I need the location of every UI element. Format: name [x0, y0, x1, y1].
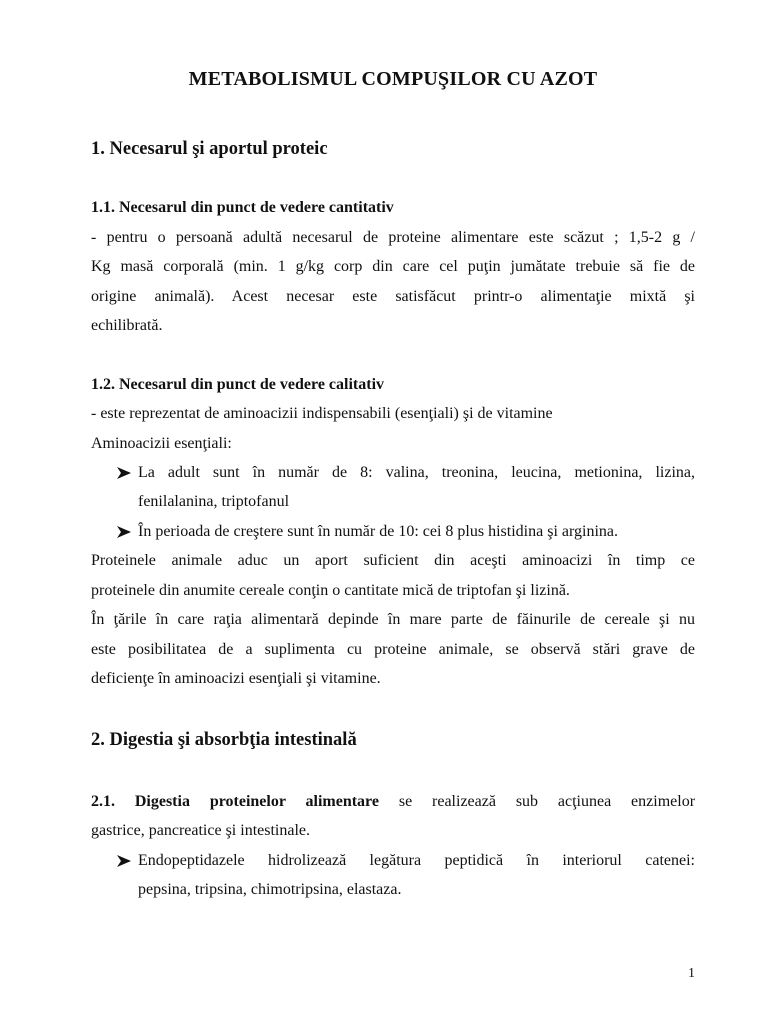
- subsection-1-2-heading: 1.2. Necesarul din punct de vedere calitativ: [91, 376, 385, 393]
- page-number: 1: [688, 966, 695, 981]
- paragraph-text: se realizează sub acţiunea enzimelor: [398, 793, 696, 810]
- arrow-bullet-icon: [116, 522, 132, 542]
- paragraph-line: În ţările în care raţia alimentară depinde în mare parte de făinurile de cereale şi nu: [91, 611, 695, 628]
- document-page: [91, 0, 695, 1024]
- paragraph-line: echilibrată.: [91, 317, 163, 334]
- paragraph-line: Kg masă corporală (min. 1 g/kg corp din care cel puţin jumătate trebuie să fie de: [91, 258, 695, 275]
- paragraph-line: gastrice, pancreatice şi intestinale.: [91, 822, 311, 839]
- paragraph-line: este posibilitatea de a suplimenta cu proteine animale, se observă stări grave de: [91, 641, 695, 658]
- list-item-continuation: pepsina, tripsina, chimotripsina, elastaza.: [138, 881, 402, 898]
- section-1-heading: 1. Necesarul şi aportul proteic: [91, 139, 328, 159]
- paragraph-line: [91, 792, 695, 812]
- paragraph-line: - este reprezentat de aminoacizii indispensabili (esenţiali) şi de vitamine: [91, 405, 553, 422]
- list-item-continuation: fenilalanina, triptofanul: [138, 493, 290, 510]
- subsection-1-1-heading: 1.1. Necesarul din punct de vedere cantitativ: [91, 199, 394, 216]
- paragraph-line: origine animală). Acest necesar este satisfăcut printr-o alimentaţie mixtă şi: [91, 288, 695, 305]
- arrow-bullet-icon: [116, 463, 132, 483]
- paragraph-line: - pentru o persoană adultă necesarul de proteine alimentare este scăzut ; 1,5-2 g /: [91, 229, 695, 246]
- subsection-2-1-heading: 2.1. Digestia proteinelor alimentare: [91, 793, 379, 810]
- list-item-text: La adult sunt în număr de 8: valina, treonina, leucina, metionina, lizina,: [138, 464, 695, 481]
- list-item-text: Endopeptidazele hidrolizează legătura peptidică în interiorul catenei:: [138, 852, 695, 869]
- paragraph-line: Aminoacizii esenţiali:: [91, 435, 232, 452]
- section-2-heading: 2. Digestia şi absorbţia intestinală: [91, 730, 357, 750]
- paragraph-line: Proteinele animale aduc un aport suficient din aceşti aminoacizi în timp ce: [91, 552, 695, 569]
- arrow-bullet-icon: [116, 851, 132, 871]
- paragraph-line: proteinele din anumite cereale conţin o cantitate mică de triptofan şi lizină.: [91, 582, 570, 599]
- document-title: METABOLISMUL COMPUŞILOR CU AZOT: [188, 68, 598, 90]
- list-item-text: În perioada de creştere sunt în număr de 10: cei 8 plus histidina şi arginina.: [138, 523, 619, 540]
- paragraph-line: deficienţe în aminoacizi esenţiali şi vitamine.: [91, 670, 381, 687]
